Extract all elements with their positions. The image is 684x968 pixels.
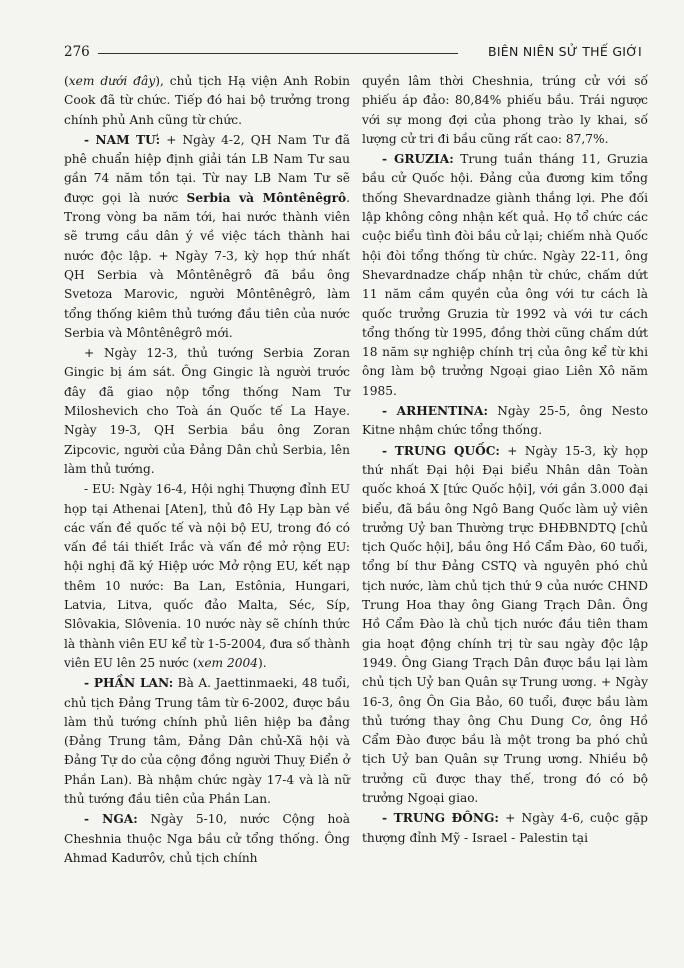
text: Trung tuần tháng 11, Gruzia bầu cử Quốc hội. Đảng của đương kim tổng thống Shevardnadze giành thắng lợi. Phe đối lập không công nhận kết quả. Họ tổ chức các cuộc biểu tình đòi bầu cử lại; chiếm nhà Quốc hội đòi tổng thống từ chức. Ngày 22-11, ông Shevardnadze chấp nhận từ chức, chấm dứt 11 năm cầm quyền của ông với tư cách là quốc trưởng Gruzia từ 1992 và với tư cách tổng thống từ 1995, đồng thời cũng chấm dứt 18 năm sự nghiệp chính trị của ông kể từ khi ông làm bộ trưởng Ngoại giao Liên Xô năm 1985. (362, 152, 648, 398)
paragraph-nga (64, 810, 350, 868)
text: . Trong vòng ba năm tới, hai nước thành viên sẽ trưng cầu dân ý về việc tách thành hai nước độc lập. + Ngày 7-3, kỳ họp thứ nhất QH Serbia và Môntênêgrô đã bầu ông Svetoza Marovic, người Môntênêgrô, làm tổng thống kiêm thủ tướng đầu tiên của nước Serbia và Môntênêgrô mới. (64, 190, 350, 340)
paragraph (64, 344, 350, 479)
italic-text: xem dưới đây (68, 74, 156, 88)
section-lead: - NAM TƯ: (84, 132, 161, 147)
text: + Ngày 12-3, thủ tướng Serbia Zoran Gingic bị ám sát. Ông Gingic là người trước đây đã giao nộp tổng thống Nam Tư Miloshevich cho Toà án Quốc tế La Haye. Ngày 19-3, QH Serbia bầu ông Zoran Zipcovic, người của Đảng Dân chủ Serbia, lên làm thủ tướng. (64, 346, 350, 476)
paragraph-trung-quoc (362, 442, 648, 809)
paragraph-trung-dong (362, 809, 648, 848)
paragraph-phan-lan (64, 674, 350, 809)
left-column (64, 72, 350, 869)
section-lead: - TRUNG ĐÔNG: (382, 811, 499, 826)
page-number: 276 (64, 44, 90, 60)
text: + Ngày 15-3, kỳ họp thứ nhất Đại hội Đại biểu Nhân dân Toàn quốc khoá X [tức Quốc hội], với gần 3.000 đại biểu, đã bầu ông Ngô Bang Quốc làm uỷ viên trưởng Uỷ ban Thường trực ĐHĐBNDTQ [chủ tịch Quốc hội], bầu ông Hồ Cẩm Đào, 60 tuổi, tổng bí thư Đảng CSTQ và nguyên phó chủ tịch nước, làm chủ tịch thứ 9 của nước CHND Trung Hoa thay ông Giang Trạch Dân. Ông Hồ Cẩm Đào là chủ tịch nước đầu tiên tham gia hoạt động chính trị từ sau ngày độc lập 1949. Ông Giang Trạch Dân được bầu lại làm chủ tịch Uỷ ban Quân sự Trung ương. + Ngày 16-3, ông Ôn Gia Bảo, 60 tuổi, được bầu làm thủ tướng thay ông Chu Dung Cơ, ông Hồ Cẩm Đào được bầu là một trong ba phó chủ tịch Uỷ ban Quân sự Trung ương. Nhiều bộ trưởng cũ được thay thế, trong đó có bộ trưởng Ngoại giao. (362, 443, 648, 805)
paragraph-gruzia (362, 150, 648, 401)
text: Ngày 25-5, ông Nesto Kitne nhậm chức tổng thống. (362, 404, 648, 438)
right-column (362, 72, 648, 849)
paragraph-nam-tu (64, 131, 350, 343)
paragraph (362, 72, 648, 149)
text: + Ngày 4-6, cuộc gặp thượng đỉnh Mỹ - Israel - Palestin tại (362, 811, 648, 845)
text: quyền lâm thời Cheshnia, trúng cử với số phiếu áp đảo: 80,84% phiếu bầu. Trái ngược với sự mong đợi của phong trào ly khai, số lượng cử tri đi bầu cũng rất cao: 87,7%. (362, 74, 648, 146)
page-header (64, 44, 642, 64)
header-rule (98, 53, 458, 54)
section-lead: - GRUZIA: (382, 152, 454, 167)
text: Ngày 5-10, nước Cộng hoà Cheshnia thuộc Nga bầu cử tổng thống. Ông Ahmad Kadưrôv, chủ tịch chính (64, 812, 350, 865)
text: ). (258, 655, 267, 670)
paragraph-arhentina (362, 402, 648, 441)
running-title: BIÊN NIÊN SỬ THẾ GIỚI (487, 44, 642, 59)
text: ( (64, 74, 69, 88)
text: Bà A. Jaettinmaeki, 48 tuổi, chủ tịch Đảng Trung tâm từ 6-2002, được bầu làm thủ tướng chính phủ liên hiệp ba đảng (Đảng Trung tâm, Đảng Dân chủ-Xã hội và Đảng Tự do của cộng đồng người Thuỵ Điển ở Phần Lan). Bà nhậm chức ngày 17-4 và là nữ thủ tướng đầu tiên của Phần Lan. (64, 676, 350, 806)
text: + Ngày 4-2, QH Nam Tư đã phê chuẩn hiệp định giải tán LB Nam Tư sau gần 74 năm tồn tại. Từ nay LB Nam Tư sẽ được gọi là nước (64, 132, 351, 205)
paragraph-eu (64, 480, 350, 673)
section-lead: - TRUNG QUỐC: (382, 443, 500, 458)
section-lead: - NGA: (84, 812, 138, 827)
paragraph (64, 72, 350, 130)
italic-text: xem 2004 (197, 655, 259, 670)
text: - EU: Ngày 16-4, Hội nghị Thượng đỉnh EU họp tại Athenai [Aten], thủ đô Hy Lạp bàn về các vấn đề quốc tế và nội bộ EU, trong đó có vấn đề tái thiết Irắc và vấn đề mở rộng EU: hội nghị đã ký Hiệp ước Mở rộng EU, kết nạp thêm 10 nước: Ba Lan, Estônia, Hungari, Latvia, Litva, quốc đảo Malta, Séc, Síp, Slôvakia, Slôvenia. 10 nước này sẽ chính thức là thành viên EU kể từ 1-5-2004, đưa số thành viên EU lên 25 nước ( (64, 482, 350, 670)
text: ), chủ tịch Hạ viện Anh Robin Cook đã từ chức. Tiếp đó hai bộ trưởng trong chính phủ Anh cũng từ chức. (64, 74, 350, 127)
section-lead: - ARHENTINA: (382, 404, 489, 419)
bold-text: Serbia và Môntênêgrô (186, 190, 347, 205)
section-lead: - PHẦN LAN: (84, 676, 174, 691)
